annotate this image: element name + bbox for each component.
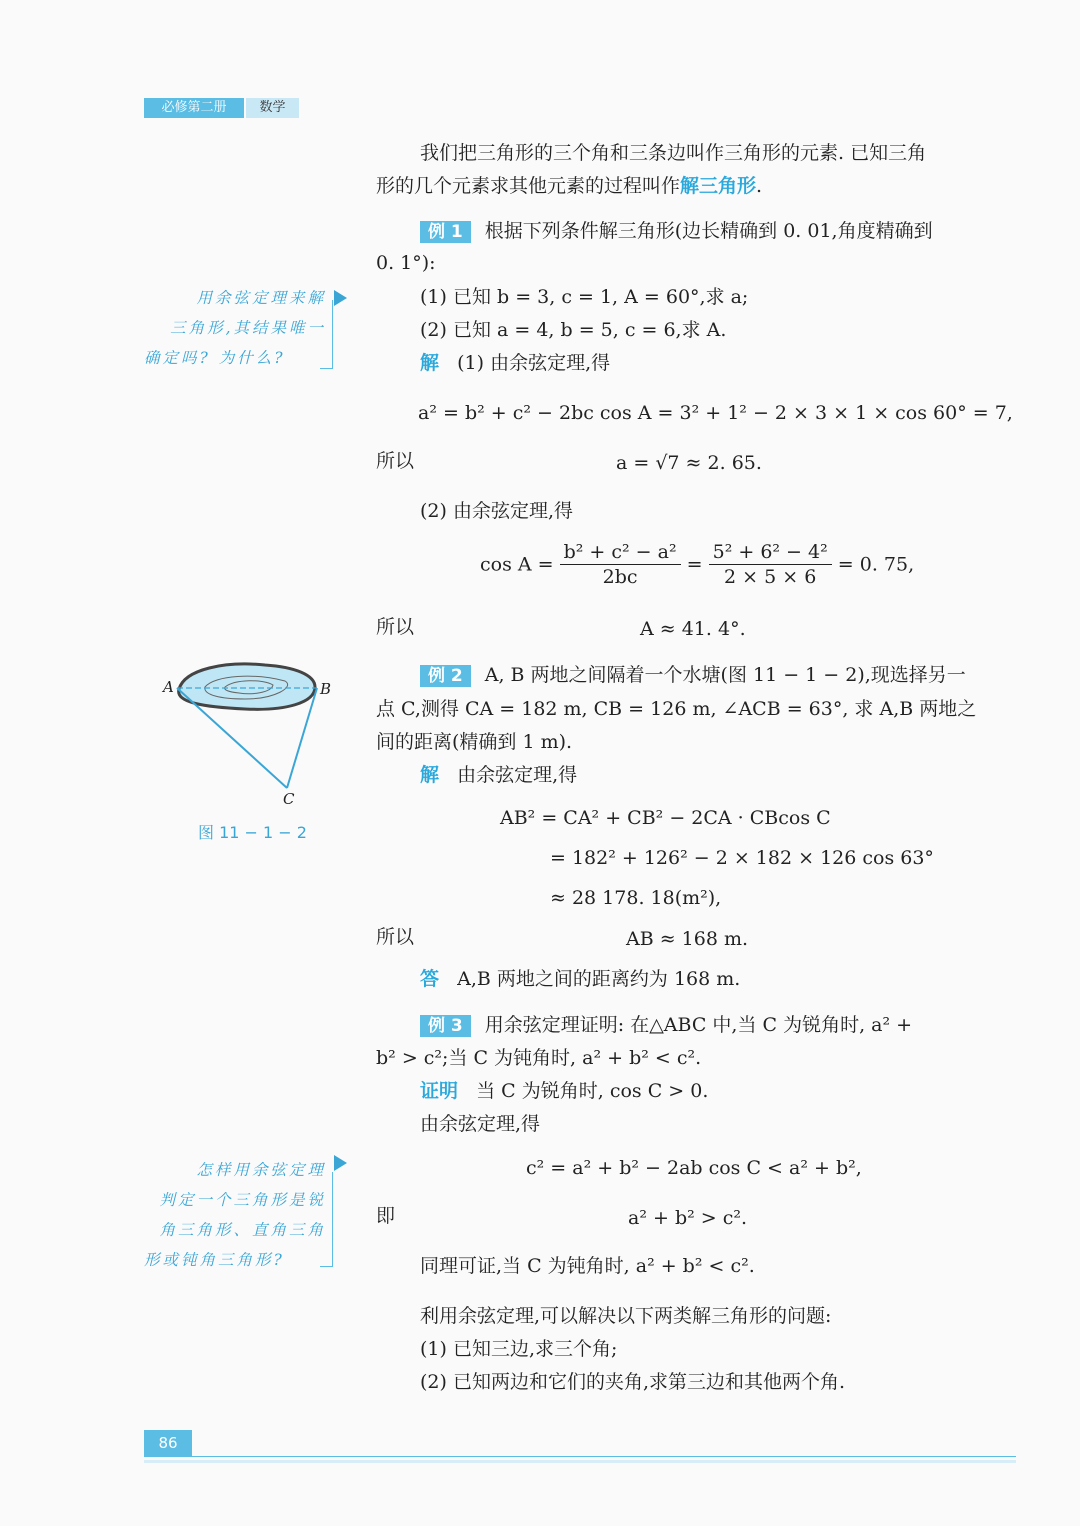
sidenote-2-line-4: 形或钝角三角形? (144, 1251, 285, 1269)
example3-stmt-line2: b² > c²;当 C 为钝角时, a² + b² < c². (376, 1047, 702, 1069)
example1-solution-1 (420, 350, 610, 376)
example3-proof-text: 当 C 为锐角时, cos C > 0. (476, 1080, 709, 1102)
example1-eq1: a² = b² + c² − 2bc cos A = 3² + 1² − 2 × 3 × 1 × cos 60° = 7, (418, 402, 1013, 424)
sidenote-2-pointer-icon (334, 1155, 347, 1171)
example2-eq-line2: = 182² + 126² − 2 × 182 × 126 cos 63° (550, 847, 934, 869)
intro-line-1: 我们把三角形的三个角和三条边叫作三角形的元素. 已知三角 (420, 142, 927, 164)
header-subject (246, 98, 299, 118)
pond-triangle-figure (155, 655, 345, 815)
intro-line-2 (376, 173, 762, 199)
example2-statement (420, 662, 966, 688)
summary-line1: 利用余弦定理,可以解决以下两类解三角形的问题: (420, 1305, 832, 1327)
example2-so-label: 所以 (376, 926, 415, 948)
example2-ans-label: 答 (420, 968, 440, 990)
example2-sol-text: 由余弦定理,得 (457, 764, 578, 786)
example1-so1-label: 所以 (376, 450, 415, 472)
figure-label-a: A (163, 678, 174, 696)
eq2-mid: = (686, 553, 703, 576)
example1-statement (420, 218, 933, 244)
eq2-den2: 2 × 5 × 6 (724, 566, 817, 588)
example1-sol2-text: (2) 由余弦定理,得 (420, 500, 573, 522)
header-bar (144, 98, 299, 118)
sidenote-2 (144, 1155, 326, 1275)
footer-rule-light (144, 1460, 1016, 1463)
example1-so2-eq: A ≈ 41. 4°. (640, 618, 746, 640)
term-solve-triangle: 解三角形 (680, 175, 757, 197)
sidenote-2-line-1: 怎样用余弦定理 (196, 1161, 326, 1179)
example1-cond1: (1) 已知 b = 3, c = 1, A = 60°,求 a; (420, 286, 749, 308)
intro-line-2-pre: 形的几个元素求其他元素的过程叫作 (376, 175, 681, 197)
example3-ji-label: 即 (376, 1205, 396, 1227)
example3-statement (420, 1012, 912, 1038)
sidenote-2-line-2: 判定一个三角形是锐 (159, 1191, 326, 1209)
example1-sol-label: 解 (420, 352, 440, 374)
example1-sol1-text: (1) 由余弦定理,得 (457, 352, 611, 374)
example1-stmt-line1: 根据下列条件解三角形(边长精确到 0. 01,角度精确到 (484, 220, 933, 242)
eq2-right: = 0. 75, (837, 553, 915, 576)
eq2-num1: b² + c² − a² (560, 540, 681, 565)
eq2-left: cos A = (480, 553, 554, 576)
eq2-fraction-2 (709, 540, 832, 589)
example2-eq-line1: AB² = CA² + CB² − 2CA · CBcos C (500, 807, 831, 829)
example2-so-eq: AB ≈ 168 m. (626, 928, 749, 950)
example3-eq2: a² + b² > c². (628, 1207, 748, 1229)
sidenote-1 (144, 283, 326, 373)
example2-stmt-line3: 间的距离(精确到 1 m). (376, 731, 573, 753)
example1-so1-eq: a = √7 ≈ 2. 65. (616, 452, 762, 474)
eq2-num2: 5² + 6² − 4² (709, 540, 832, 565)
example2-stmt-line1: A, B 两地之间隔着一个水塘(图 11 − 1 − 2),现选择另一 (484, 664, 966, 686)
example2-tag: 例 2 (420, 665, 471, 687)
sidenote-1-line-2: 三角形,其结果唯一 (170, 319, 326, 337)
example3-proof (420, 1078, 708, 1104)
figure-caption: 图 11 − 1 − 2 (198, 823, 307, 842)
figure-label-b: B (320, 680, 332, 698)
page-number-badge (144, 1430, 192, 1456)
example3-similar: 同理可证,当 C 为钝角时, a² + b² < c². (420, 1255, 755, 1277)
example2-solution (420, 762, 577, 788)
example2-stmt-line2: 点 C,测得 CA = 182 m, CB = 126 m, ∠ACB = 63°, 求 A,B 两地之 (376, 698, 977, 720)
pond-shape (179, 664, 315, 709)
example1-eq2 (480, 540, 914, 589)
summary-item2: (2) 已知两边和它们的夹角,求第三边和其他两个角. (420, 1371, 846, 1393)
footer-rule (144, 1456, 1016, 1457)
example3-proof-label: 证明 (420, 1080, 459, 1102)
summary-item1: (1) 已知三边,求三个角; (420, 1338, 618, 1360)
sidenote-2-line-3: 角三角形、直角三角 (159, 1221, 326, 1239)
sidenote-1-line-3: 确定吗? 为什么? (144, 349, 286, 367)
example3-eq1: c² = a² + b² − 2ab cos C < a² + b², (526, 1157, 862, 1179)
header-book (144, 98, 244, 118)
example1-stmt-line2: 0. 1°): (376, 252, 436, 274)
example2-eq-line3: ≈ 28 178. 18(m²), (550, 887, 722, 909)
eq2-den1: 2bc (602, 566, 638, 588)
sidenote-1-line-1: 用余弦定理来解 (196, 289, 326, 307)
sidenote-1-pointer-icon (334, 290, 347, 306)
eq2-fraction-1 (560, 540, 681, 589)
sidenote-1-bracket (320, 300, 333, 369)
example1-tag: 例 1 (420, 221, 471, 243)
example1-so2-label: 所以 (376, 616, 415, 638)
sidenote-2-bracket (320, 1172, 333, 1267)
intro-line-2-post: . (756, 175, 763, 197)
example3-line-by: 由余弦定理,得 (420, 1113, 541, 1135)
example2-ans-text: A,B 两地之间的距离约为 168 m. (457, 968, 741, 990)
example3-tag: 例 3 (420, 1015, 471, 1037)
figure-label-c: C (283, 790, 295, 808)
header-book-text: 必修第二册 (161, 100, 227, 115)
header-subject-text: 数学 (259, 100, 286, 115)
example1-cond2: (2) 已知 a = 4, b = 5, c = 6,求 A. (420, 319, 727, 341)
example3-stmt-line1: 用余弦定理证明: 在△ABC 中,当 C 为锐角时, a² + (484, 1014, 913, 1036)
page-number: 86 (158, 1434, 178, 1452)
example2-answer (420, 966, 740, 992)
example2-sol-label: 解 (420, 764, 440, 786)
